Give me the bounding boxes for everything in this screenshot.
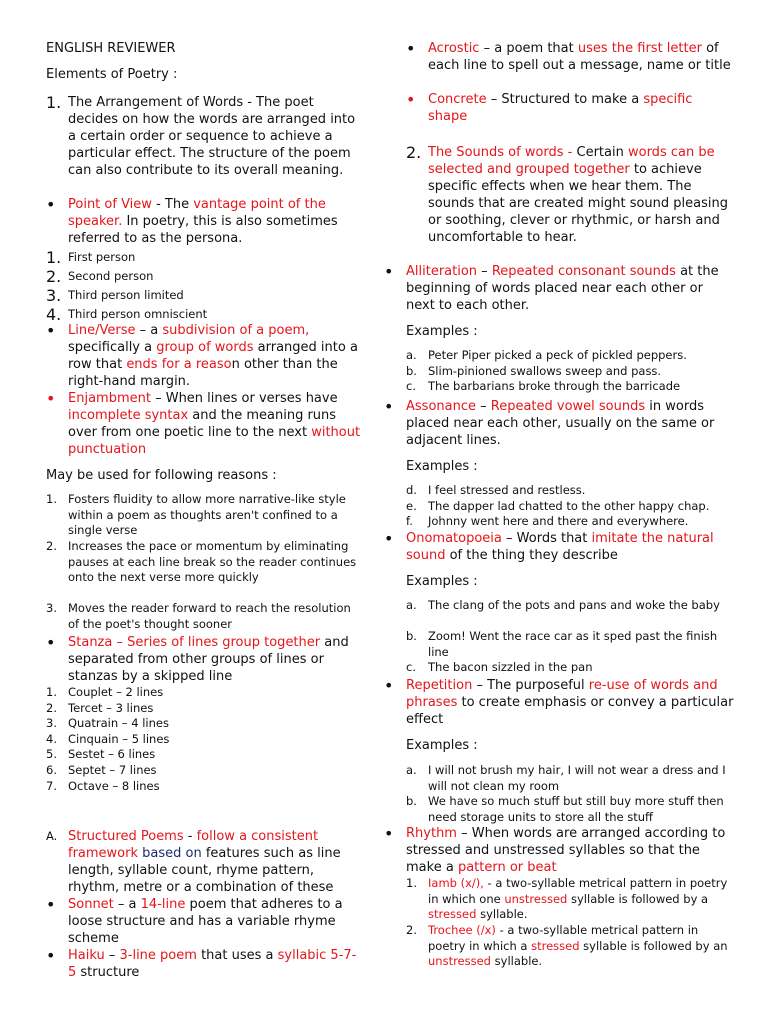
bullet-icon: • xyxy=(384,397,394,416)
reasons-heading: May be used for following reasons : xyxy=(46,468,277,483)
list-marker: 2. xyxy=(406,143,422,162)
bullet-icon: • xyxy=(406,39,416,58)
alliteration-text: Alliteration – Repeated consonant sounds at the beginning of words placed near each other or next to each other. xyxy=(406,264,719,313)
list-marker: A. xyxy=(46,829,58,843)
acrostic-text: Acrostic – a poem that uses the first letter of each line to spell out a message, name or title xyxy=(428,41,731,73)
line-verse-text: Line/Verse – a subdivision of a poem, specifically a group of words arranged into a row that ends for a reason other than the right-hand margin. xyxy=(68,323,358,389)
stanza-text: Stanza – Series of lines group together and separated from other groups of lines or stanzas by a skipped line xyxy=(68,635,349,684)
page-title: ENGLISH REVIEWER xyxy=(46,41,176,56)
examples-label: Examples : xyxy=(406,324,478,339)
enjambment-text: Enjambment – When lines or verses have incomplete syntax and the meaning runs over from one poetic line to the next without punctuation xyxy=(68,391,361,457)
bullet-icon: • xyxy=(384,824,394,843)
sonnet-text: Sonnet – a 14-line poem that adheres to a loose structure and has a variable rhyme scheme xyxy=(68,897,343,946)
bullet-icon: • xyxy=(384,262,394,281)
bullet-icon: • xyxy=(46,389,56,408)
examples-label: Examples : xyxy=(406,459,478,474)
onomatopoeia-text: Onomatopoeia – Words that imitate the natural sound of the thing they describe xyxy=(406,531,714,563)
bullet-icon: • xyxy=(46,895,56,914)
bullet-icon: • xyxy=(46,195,56,214)
arrangement-text: The Arrangement of Words - The poet decides on how the words are arranged into a certain order or sequence to achieve a particular effect. The structure of the poem can also contribute to its overall meaning. xyxy=(68,95,356,178)
concrete-text: Concrete – Structured to make a specific shape xyxy=(428,92,693,124)
assonance-text: Assonance – Repeated vowel sounds in words placed near each other, usually on the same or adjacent lines. xyxy=(406,399,715,448)
examples-label: Examples : xyxy=(406,738,478,753)
bullet-icon: • xyxy=(406,90,416,109)
repetition-text: Repetition – The purposeful re-use of words and phrases to create emphasis or convey a particular effect xyxy=(406,678,734,727)
rhythm-text: Rhythm – When words are arranged according to stressed and unstressed syllables so that the make a pattern or beat xyxy=(406,826,726,875)
bullet-icon: • xyxy=(384,529,394,548)
sounds-text: The Sounds of words - Certain words can be selected and grouped together to achieve specific effects when we hear them. The sounds that are created might sound pleasing or soothing, clever or rhythmic, or harsh and uncomfortable to hear. xyxy=(428,145,728,245)
pov-text: Point of View - The vantage point of the speaker. In poetry, this is also sometimes referred to as the persona. xyxy=(68,197,338,246)
list-marker: 1. xyxy=(46,93,62,112)
examples-label: Examples : xyxy=(406,574,478,589)
bullet-icon: • xyxy=(46,633,56,652)
haiku-text: Haiku – 3-line poem that uses a syllabic 5-7-5 structure xyxy=(68,948,357,980)
structured-poems-text: Structured Poems - follow a consistent framework based on features such as line length, syllable count, rhyme pattern, rhythm, metre or a combination of these xyxy=(68,829,341,895)
bullet-icon: • xyxy=(384,676,394,695)
bullet-icon: • xyxy=(46,946,56,965)
bullet-icon: • xyxy=(46,321,56,340)
section-heading: Elements of Poetry : xyxy=(46,67,178,82)
